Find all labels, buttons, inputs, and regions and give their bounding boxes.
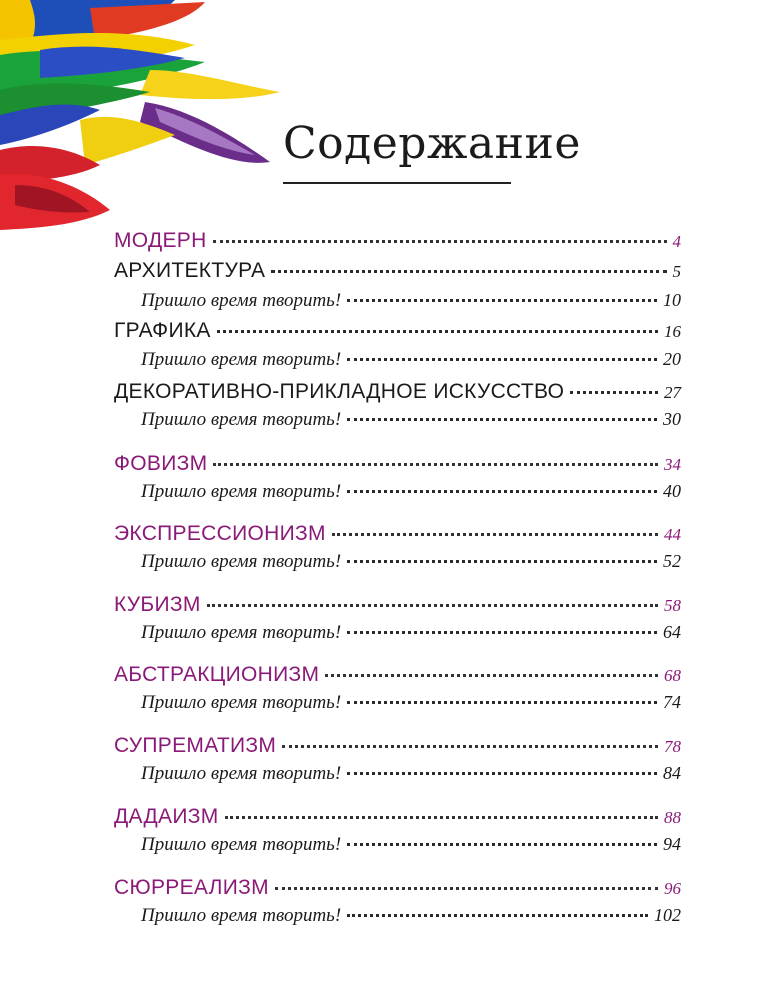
toc-entry-page-number: 74 bbox=[663, 692, 681, 712]
toc-entry[interactable] bbox=[141, 622, 681, 652]
toc-entry-page-number: 64 bbox=[663, 622, 681, 642]
toc-entry-page-number: 68 bbox=[664, 666, 681, 685]
toc-entry-title: ФОВИЗМ bbox=[114, 452, 208, 475]
toc-entry-page-number: 10 bbox=[663, 290, 681, 310]
toc-entry-title: Пришло время творить! bbox=[141, 763, 342, 784]
toc-entry-page-number: 34 bbox=[664, 455, 681, 474]
toc-entry[interactable] bbox=[141, 905, 681, 935]
dot-leader bbox=[570, 390, 658, 394]
toc-entry-page-number: 40 bbox=[663, 481, 681, 501]
toc-entry-title: Пришло время творить! bbox=[141, 905, 342, 926]
dot-leader bbox=[347, 357, 657, 361]
page-title: Содержание bbox=[283, 118, 581, 169]
dot-leader bbox=[217, 329, 658, 333]
toc-entry[interactable] bbox=[114, 805, 681, 835]
dot-leader bbox=[347, 559, 657, 563]
dot-leader bbox=[275, 886, 658, 890]
toc-entry[interactable] bbox=[114, 663, 681, 693]
toc-entry[interactable] bbox=[141, 349, 681, 379]
toc-entry-page-number: 78 bbox=[664, 737, 681, 756]
toc-entry[interactable] bbox=[114, 876, 681, 906]
toc-entry-page-number: 102 bbox=[654, 905, 681, 925]
toc-entry-page-number: 27 bbox=[664, 383, 681, 402]
toc-entry-page-number: 20 bbox=[663, 349, 681, 369]
toc-entry[interactable] bbox=[141, 834, 681, 864]
dot-leader bbox=[347, 842, 657, 846]
toc-entry-title: Пришло время творить! bbox=[141, 622, 342, 643]
dot-leader bbox=[225, 815, 658, 819]
dot-leader bbox=[347, 913, 648, 917]
toc-entry[interactable] bbox=[114, 452, 681, 482]
dot-leader bbox=[213, 462, 658, 466]
toc-entry-title: Пришло время творить! bbox=[141, 349, 342, 370]
toc-entry-title: СУПРЕМАТИЗМ bbox=[114, 734, 277, 757]
toc-entry-page-number: 5 bbox=[672, 262, 681, 281]
dot-leader bbox=[347, 489, 657, 493]
toc-entry-page-number: 52 bbox=[663, 551, 681, 571]
toc-entry-title: КУБИЗМ bbox=[114, 593, 201, 616]
toc-entry-page-number: 84 bbox=[663, 763, 681, 783]
toc-entry[interactable] bbox=[114, 380, 681, 410]
toc-entry[interactable] bbox=[114, 319, 681, 349]
toc-entry-title: ДЕКОРАТИВНО-ПРИКЛАДНОЕ ИСКУССТВО bbox=[114, 380, 565, 403]
dot-leader bbox=[332, 532, 658, 536]
dot-leader bbox=[271, 269, 666, 273]
toc-entry-title: АБСТРАКЦИОНИЗМ bbox=[114, 663, 320, 686]
toc-entry-page-number: 16 bbox=[664, 322, 681, 341]
toc-entry-title: Пришло время творить! bbox=[141, 290, 342, 311]
toc-entry[interactable] bbox=[114, 522, 681, 552]
toc-entry-title: Пришло время творить! bbox=[141, 409, 342, 430]
toc-entry[interactable] bbox=[141, 763, 681, 793]
toc-entry-page-number: 44 bbox=[664, 525, 681, 544]
dot-leader bbox=[347, 630, 657, 634]
toc-entry-page-number: 30 bbox=[663, 409, 681, 429]
toc-entry-title: ГРАФИКА bbox=[114, 319, 211, 342]
toc-entry-title: ЭКСПРЕССИОНИЗМ bbox=[114, 522, 326, 545]
toc-entry-title: СЮРРЕАЛИЗМ bbox=[114, 876, 269, 899]
dot-leader bbox=[325, 673, 658, 677]
toc-entry-title: МОДЕРН bbox=[114, 229, 207, 252]
toc-entry-title: Пришло время творить! bbox=[141, 551, 342, 572]
dot-leader bbox=[207, 603, 658, 607]
dot-leader bbox=[347, 298, 657, 302]
dot-leader bbox=[347, 417, 657, 421]
toc-entry[interactable] bbox=[141, 481, 681, 511]
toc-entry[interactable] bbox=[141, 290, 681, 320]
dot-leader bbox=[347, 700, 657, 704]
dot-leader bbox=[282, 744, 658, 748]
toc-entry-title: ДАДАИЗМ bbox=[114, 805, 219, 828]
toc-entry-page-number: 4 bbox=[672, 232, 681, 251]
toc-entry[interactable] bbox=[141, 692, 681, 722]
toc-entry-page-number: 88 bbox=[664, 808, 681, 827]
toc-entry[interactable] bbox=[114, 734, 681, 764]
toc-entry[interactable] bbox=[141, 409, 681, 439]
dot-leader bbox=[347, 771, 657, 775]
toc-entry[interactable] bbox=[114, 593, 681, 623]
toc-entry-title: Пришло время творить! bbox=[141, 834, 342, 855]
dot-leader bbox=[213, 239, 667, 243]
toc-entry-title: Пришло время творить! bbox=[141, 692, 342, 713]
toc-entry-page-number: 58 bbox=[664, 596, 681, 615]
toc-entry[interactable] bbox=[114, 259, 681, 289]
toc-entry-title: Пришло время творить! bbox=[141, 481, 342, 502]
toc-entry-page-number: 96 bbox=[664, 879, 681, 898]
toc-entry-page-number: 94 bbox=[663, 834, 681, 854]
toc-entry-title: АРХИТЕКТУРА bbox=[114, 259, 266, 282]
toc-entry[interactable] bbox=[141, 551, 681, 581]
toc-entry[interactable] bbox=[114, 229, 681, 259]
